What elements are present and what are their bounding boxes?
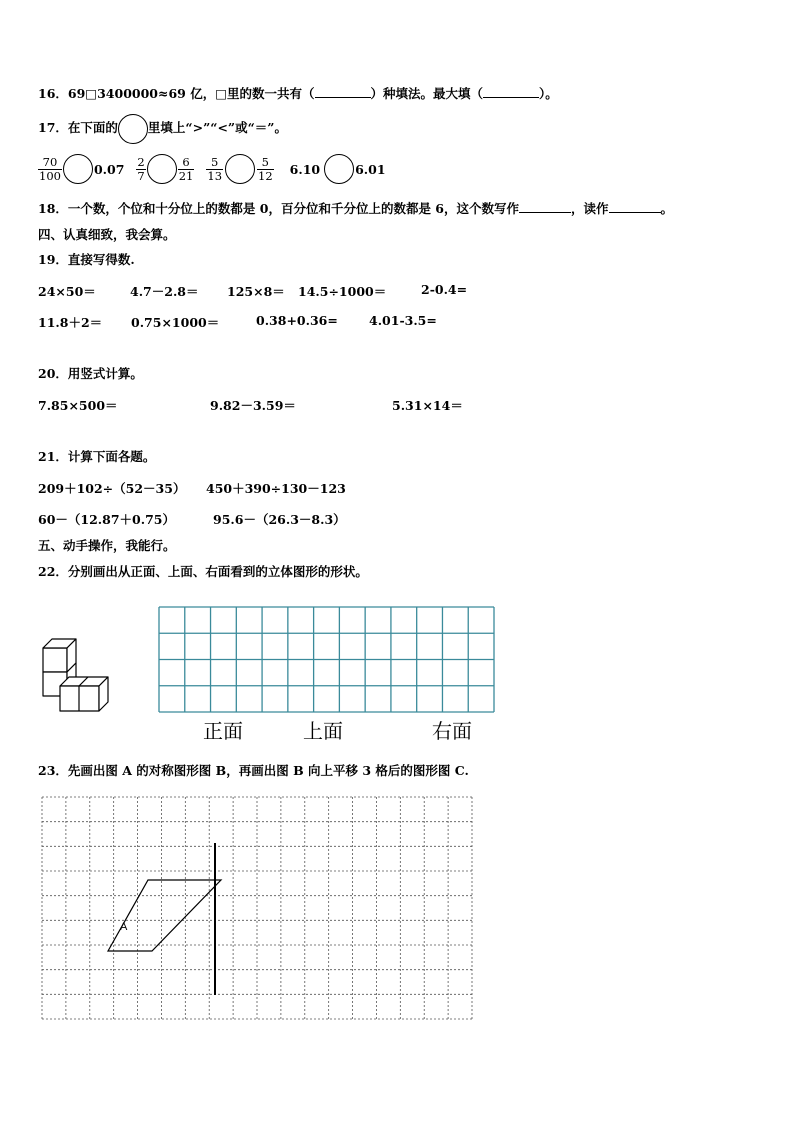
label-top-view: 上面 bbox=[303, 719, 343, 743]
compare-circle[interactable] bbox=[118, 114, 148, 144]
compare-circle[interactable] bbox=[147, 154, 177, 184]
question-18: 18．一个数，个位和十分位上的数都是 0，百分位和千分位上的数都是 6，这个数写作 ，读作 。 bbox=[38, 201, 674, 216]
expression: 9.82－3.59＝ bbox=[210, 398, 296, 413]
section-heading: 五、动手操作，我能行。 bbox=[38, 538, 176, 553]
expression: 14.5÷1000＝ bbox=[298, 284, 387, 299]
expression: 7.85×500＝ bbox=[38, 398, 118, 413]
shape-a-parallelogram bbox=[108, 880, 221, 951]
expression: 24×50＝ bbox=[38, 284, 96, 299]
answer-blank[interactable] bbox=[519, 212, 571, 213]
expression: 95.6－（26.3－8.3） bbox=[213, 512, 346, 527]
answer-blank[interactable] bbox=[483, 97, 539, 98]
label-right-view: 右面 bbox=[432, 719, 472, 743]
question-16: 16．69□3400000≈69 亿，□里的数一共有（ ）种填法。最大填（ ）。 bbox=[38, 86, 558, 101]
question-19-title: 19．直接写得数. bbox=[38, 252, 135, 267]
expression: 0.75×1000＝ bbox=[131, 315, 220, 330]
drawing-grid-views[interactable] bbox=[158, 606, 495, 713]
question-21-title: 21．计算下面各题。 bbox=[38, 449, 156, 464]
expression: 209＋102÷（52－35） bbox=[38, 481, 186, 496]
expression: 4.7－2.8＝ bbox=[130, 284, 199, 299]
drawing-grid-transform[interactable] bbox=[41, 796, 473, 1021]
question-20-title: 20．用竖式计算。 bbox=[38, 366, 143, 381]
compare-circle[interactable] bbox=[324, 154, 354, 184]
fraction: $\frac{70}{100}$ bbox=[39, 154, 61, 183]
expression: 0.38+0.36= bbox=[256, 313, 338, 328]
expression: 5.31×14＝ bbox=[392, 398, 463, 413]
answer-blank[interactable] bbox=[609, 212, 661, 213]
compare-circle[interactable] bbox=[63, 154, 93, 184]
compare-circle[interactable] bbox=[225, 154, 255, 184]
fraction: $\frac{6}{21}$ bbox=[178, 154, 194, 183]
label-front-view: 正面 bbox=[203, 719, 243, 743]
fraction: $\frac{5}{12}$ bbox=[258, 154, 273, 183]
fraction: $\frac{2}{7}$ bbox=[137, 154, 145, 183]
expression: 11.8＋2＝ bbox=[38, 315, 103, 330]
question-17: 17．在下面的 里填上“>”“<”或“＝”。 bbox=[38, 113, 287, 144]
question-22-title: 22．分别画出从正面、上面、右面看到的立体图形的形状。 bbox=[38, 564, 368, 579]
section-heading: 四、认真细致，我会算。 bbox=[38, 227, 176, 242]
expression: 4.01-3.5= bbox=[369, 313, 437, 328]
expression: 2-0.4= bbox=[421, 282, 468, 297]
expression: 450＋390÷130－123 bbox=[206, 481, 346, 496]
fraction: $\frac{5}{13}$ bbox=[207, 154, 223, 183]
answer-blank[interactable] bbox=[315, 97, 371, 98]
question-17-items: $\frac{70}{100}$ 0.07 $\frac{2}{7}$ $\frac{6}{21}$ $\frac{5}{13}$ $\frac{5}{12}$ 6.10 6.01 bbox=[39, 154, 386, 183]
question-23-title: 23．先画出图 A 的对称图形图 B，再画出图 B 向上平移 3 格后的图形图 C. bbox=[38, 763, 469, 778]
expression: 60－（12.87＋0.75） bbox=[38, 512, 175, 527]
expression: 125×8＝ bbox=[227, 284, 285, 299]
shape-a-label: A bbox=[120, 921, 128, 933]
cube-stack-figure bbox=[40, 634, 112, 714]
